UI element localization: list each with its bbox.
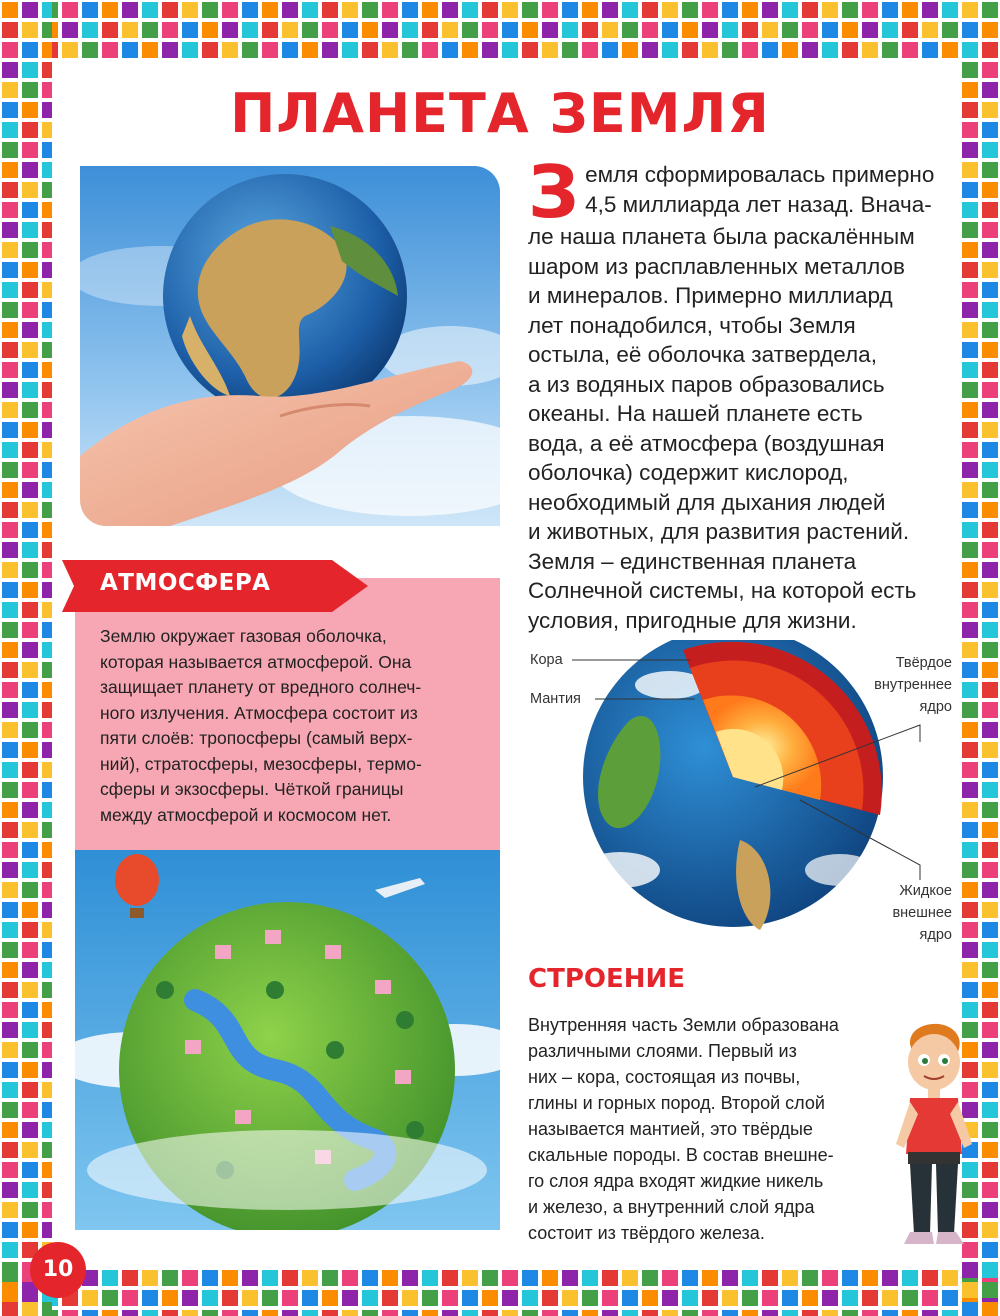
border-pattern-bottom: [0, 1268, 1000, 1316]
atmosphere-heading: АТМОСФЕРА: [100, 570, 271, 596]
structure-line: скальные породы. В состав внешне-: [528, 1145, 834, 1165]
intro-line: вода, а её атмосфера (воздушная: [528, 430, 885, 456]
atmosphere-line: между атмосферой и космосом нет.: [100, 804, 392, 825]
label-outer-core: Жидкое внешнее ядро: [892, 883, 952, 943]
border-pattern-left: [0, 0, 52, 1316]
structure-line: Внутренняя часть Земли образована: [528, 1015, 839, 1035]
intro-line: лет понадобился, чтобы Земля: [528, 312, 856, 338]
atmosphere-line: которая называется атмосферой. Она: [100, 651, 412, 672]
atmosphere-line: пяти слоёв: тропосферы (самый верх-: [100, 728, 413, 748]
intro-line: и животных, для развития растений.: [528, 519, 910, 544]
page-number: 10: [42, 1257, 74, 1282]
page-title: ПЛАНЕТА ЗЕМЛЯ: [230, 82, 770, 145]
atmosphere-line: ний), стратосферы, мезосферы, термо-: [100, 753, 422, 774]
cartoon-boy-illustration: [888, 1014, 978, 1250]
intro-paragraph: [528, 150, 958, 635]
cartoon-planet-illustration: [75, 850, 500, 1230]
intro-line: остыла, её оболочка затвердела,: [528, 342, 877, 367]
structure-line: них – кора, состоящая из почвы,: [528, 1067, 801, 1087]
structure-line: различными слоями. Первый из: [528, 1041, 797, 1061]
intro-line: 4,5 миллиарда лет назад. Внача-: [585, 191, 932, 217]
intro-line: и минералов. Примерно миллиард: [528, 283, 893, 308]
atmosphere-line: ного излучения. Атмосфера состоит из: [100, 702, 418, 723]
atmosphere-paragraph: [100, 624, 485, 828]
dropcap-letter: З: [528, 150, 580, 234]
structure-line: го слоя ядра входят жидкие никель: [528, 1171, 824, 1191]
border-pattern-top: [0, 0, 1000, 62]
intro-line: условия, пригодные для жизни.: [528, 607, 857, 633]
intro-line: Земля – единственная планета: [528, 548, 857, 574]
structure-line: и железо, а внутренний слой ядра: [528, 1197, 815, 1217]
atmosphere-line: сферы и экзосферы. Чёткой границы: [100, 779, 404, 799]
intro-line: океаны. На нашей планете есть: [528, 401, 863, 426]
label-mantle: Мантия: [530, 691, 581, 707]
structure-paragraph: [528, 1012, 888, 1246]
intro-line: а из водяных паров образовались: [528, 371, 885, 397]
intro-line: необходимый для дыхания людей: [528, 489, 886, 515]
label-crust: Кора: [530, 652, 563, 668]
intro-line: оболочка) содержит кислород,: [528, 460, 849, 485]
intro-line: Солнечной системы, на которой есть: [528, 578, 917, 603]
structure-line: называется мантией, это твёрдые: [528, 1119, 813, 1139]
atmosphere-line: Землю окружает газовая оболочка,: [100, 626, 387, 646]
intro-line: ле наша планета была раскалённым: [528, 224, 915, 249]
label-inner-core: Твёрдое внутреннее ядро: [874, 655, 952, 715]
structure-heading: СТРОЕНИЕ: [528, 964, 686, 994]
structure-line: глины и горных пород. Второй слой: [528, 1093, 825, 1113]
atmosphere-line: защищает планету от вредного солнеч-: [100, 677, 422, 697]
earth-structure-diagram: [520, 640, 960, 960]
intro-line: шаром из расплавленных металлов: [528, 253, 905, 279]
structure-line: состоит из твёрдого железа.: [528, 1223, 765, 1243]
intro-line: емля сформировалась примерно: [585, 162, 935, 187]
globe-in-hand-photo: [80, 166, 500, 526]
